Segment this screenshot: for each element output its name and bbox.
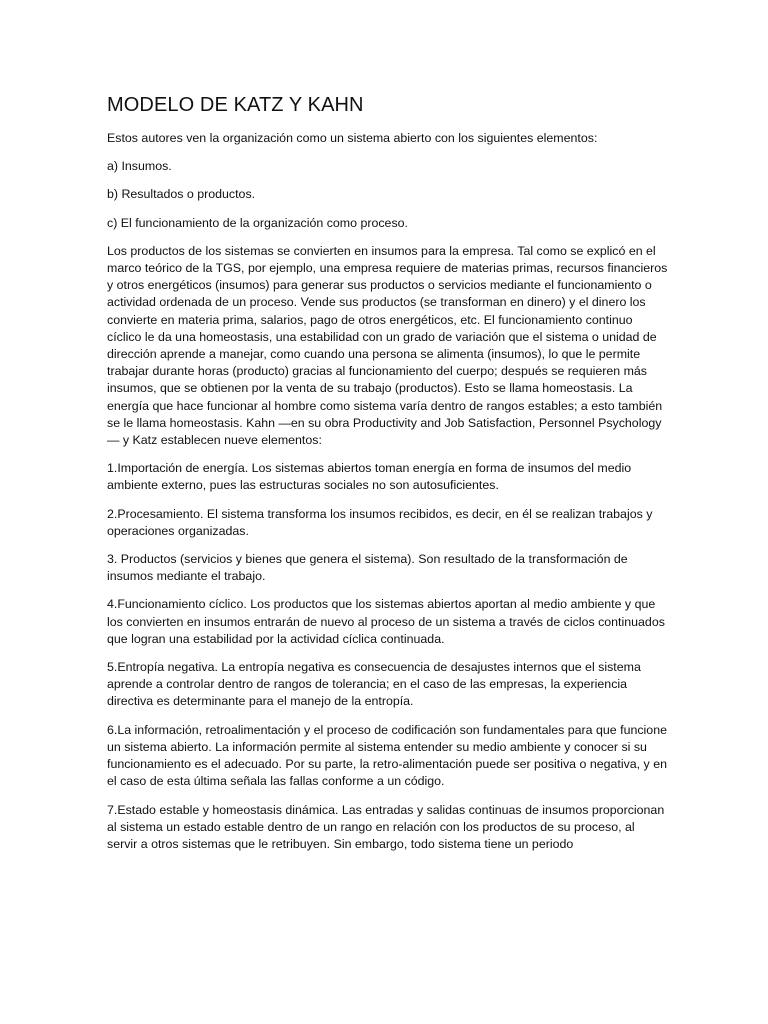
element-insumos: a) Insumos.: [107, 159, 172, 174]
numbered-item-6: 6.La información, retroalimentación y el proceso de codificación son fundamentales para que funcione un sistema abierto. La información permite al sistema entender su medio ambiente y conocer si su funcionamiento es el adecuado. Por su parte, la retro-alimentación puede ser positiva o negativa, y en el caso de esta última señala las fallas conforme a un código.: [107, 722, 667, 789]
numbered-item-2: 2.Procesamiento. El sistema transforma los insumos recibidos, es decir, en él se realizan trabajos y operaciones organizadas.: [107, 506, 653, 538]
numbered-item-5: 5.Entropía negativa. La entropía negativa es consecuencia de desajustes internos que el sistema aprende a controlar dentro de rangos de tolerancia; en el caso de las empresas, la experiencia directiva es determinante para el manejo de la entropía.: [107, 660, 641, 709]
numbered-item-3: 3. Productos (servicios y bienes que genera el sistema). Son resultado de la transformación de insumos mediante el trabajo.: [107, 552, 628, 584]
numbered-item-4: 4.Funcionamiento cíclico. Los productos que los sistemas abiertos aportan al medio ambiente y que los convierten en insumos entrarán de nuevo al proceso de un sistema a través de ciclos continuados que logran una estabilidad por la actividad cíclica continuada.: [107, 597, 665, 646]
intro-paragraph: Estos autores ven la organización como un sistema abierto con los siguientes elementos:: [107, 131, 598, 145]
element-funcionamiento: c) El funcionamiento de la organización como proceso.: [107, 215, 408, 230]
numbered-item-7: 7.Estado estable y homeostasis dinámica. Las entradas y salidas continuas de insumos proporcionan al sistema un estado estable dentro de un rango en relación con los productos de su proceso, al servir a otros sistemas que le retribuyen. Sin embargo, todo sistema tiene un periodo: [107, 802, 665, 851]
main-paragraph: Los productos de los sistemas se convierten en insumos para la empresa. Tal como se explicó en el marco teórico de la TGS, por ejemplo, una empresa requiere de materias primas, recursos financieros y otros energéticos (insumos) para generar sus productos o servicios mediante el funcionamiento o actividad ordenada de un proceso. Vende sus productos (se transforman en dinero) y el dinero los convierte en materia prima, salarios, pago de otros energéticos, etc. El funcionamiento continuo cíclico le da una homeostasis, una estabilidad con un grado de variación que el sistema o unidad de dirección aprende a manejar, como cuando una persona se alimenta (insumos), lo que le permite trabajar durante horas (producto) gracias al funcionamiento del cuerpo; después se requieren más insumos, que se obtienen por la venta de su trabajo (productos). Esto se llama homeostasis. La energía que hace funcionar al hombre como sistema varía dentro de rangos estables; a esto también se le llama homeostasis. Kahn —en su obra Productivity and Job Satisfaction, Personnel Psychology— y Katz establecen nueve elementos:: [107, 243, 668, 448]
numbered-item-1: 1.Importación de energía. Los sistemas abiertos toman energía en forma de insumos del medio ambiente externo, pues las estructuras sociales no son autosuficientes.: [107, 461, 632, 493]
document-title: MODELO DE KATZ Y KAHN: [107, 94, 364, 116]
element-resultados: b) Resultados o productos.: [107, 187, 256, 202]
